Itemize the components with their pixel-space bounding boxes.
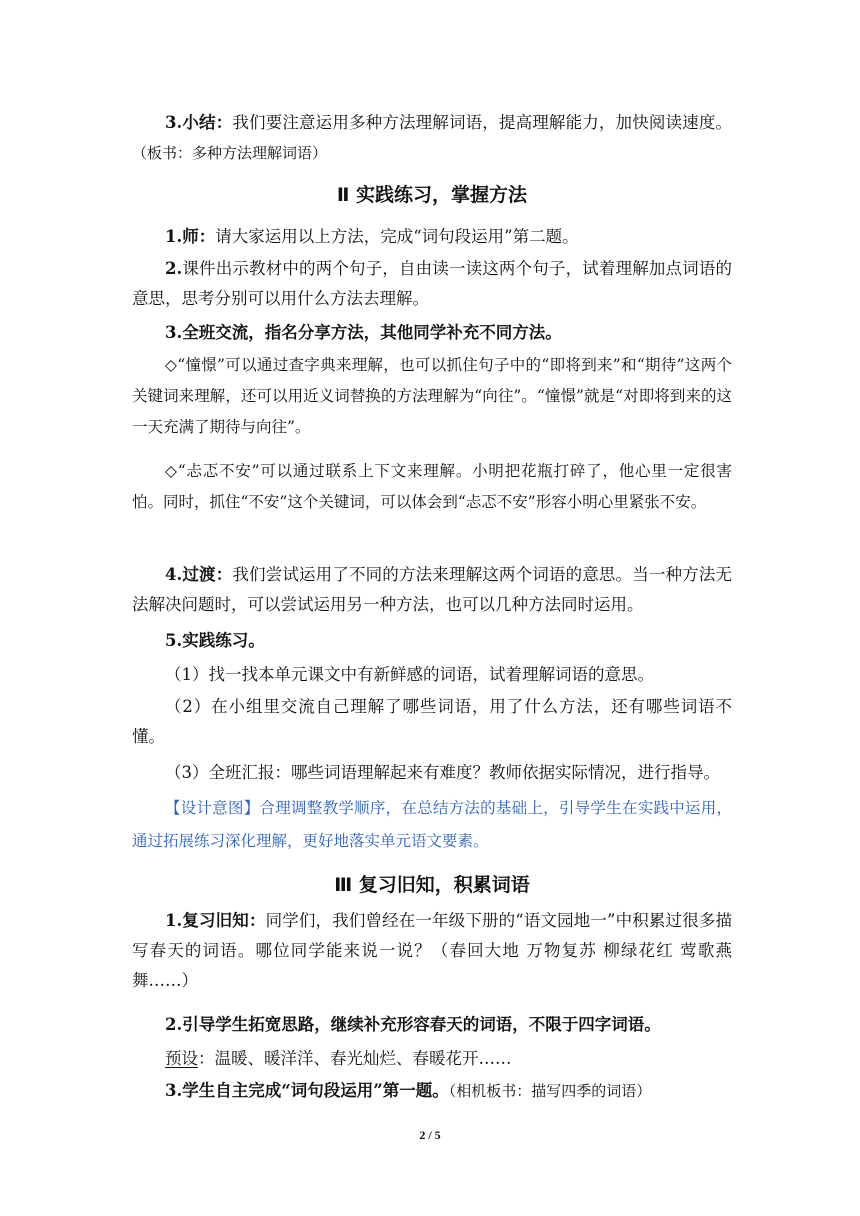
summary-heading: 3.小结： bbox=[165, 113, 233, 132]
s3-item-1-head: 1.复习旧知： bbox=[165, 911, 266, 930]
s2-item-1 bbox=[132, 222, 732, 252]
section-3-title: Ⅲ 复习旧知，积累词语 bbox=[334, 874, 530, 896]
summary-paragraph bbox=[132, 108, 732, 168]
s2-item-3-answer-a: ◇“憧憬”可以通过查字典来理解，也可以抓住句子中的“即将到来”和“期待”这两个关键词来理解，还可以用近义词替换的方法理解为“向往”。“憧憬”就是“对即将到来的这一天充满了期待与向往”。 bbox=[132, 356, 732, 436]
s2-item-4-head: 4.过渡： bbox=[165, 565, 233, 584]
summary-text: 我们要注意运用多种方法理解词语，提高理解能力，加快阅读速度。 bbox=[232, 113, 733, 132]
s3-item-3-head: 3.学生自主完成“词句段运用”第一题。 bbox=[165, 1081, 449, 1100]
s3-item-3-board-note: （相机板书：描写四季的词语） bbox=[448, 1082, 652, 1100]
s2-item-5: 5.实践练习。 bbox=[165, 631, 265, 650]
s2-item-2-head: 2. bbox=[165, 259, 183, 278]
s2-item-4 bbox=[132, 560, 732, 620]
s2-item-3: 3.全班交流，指名分享方法，其他同学补充不同方法。 bbox=[165, 323, 562, 342]
design-intent-paragraph bbox=[132, 792, 732, 858]
s3-item-3 bbox=[132, 1076, 732, 1106]
s2-item-2 bbox=[132, 254, 732, 314]
page-number: 2 / 5 bbox=[419, 1128, 441, 1142]
summary-board-note: （板书：多种方法理解词语） bbox=[132, 144, 328, 162]
s2-item-4-text: 我们尝试运用了不同的方法来理解这两个词语的意思。当一种方法无法解决问题时，可以尝试运用另一种方法，也可以几种方法同时运用。 bbox=[132, 565, 733, 614]
s2-item-3-answer-b: ◇“忐忑不安”可以通过联系上下文来理解。小明把花瓶打碎了，他心里一定很害怕。同时，抓住“不安”这个关键词，可以体会到“忐忑不安”形容小明心里紧张不安。 bbox=[132, 462, 732, 511]
s2-item-5-task-1: （1）找一找本单元课文中有新鲜感的词语，试着理解词语的意思。 bbox=[165, 665, 654, 684]
s3-item-2: 2.引导学生拓宽思路，继续补充形容春天的词语，不限于四字词语。 bbox=[165, 1015, 661, 1034]
s3-item-1 bbox=[132, 906, 732, 996]
s3-preset-label: 预设 bbox=[165, 1049, 198, 1068]
s2-item-5-task-2: （2）在小组里交流自己理解了哪些词语，用了什么方法，还有哪些词语不懂。 bbox=[132, 697, 732, 746]
design-intent-tag: 【设计意图】 bbox=[165, 799, 260, 817]
s3-preset-text: ：温暖、暖洋洋、春光灿烂、春暖花开…… bbox=[198, 1049, 512, 1068]
s3-preset bbox=[132, 1044, 732, 1074]
section-2-title: Ⅱ 实践练习，掌握方法 bbox=[336, 184, 528, 206]
design-intent-text: 合理调整教学顺序，在总结方法的基础上，引导学生在实践中运用，通过拓展练习深化理解，更好地落实单元语文要素。 bbox=[132, 799, 732, 850]
s2-item-1-head: 1.师： bbox=[165, 227, 216, 246]
s2-item-5-task-3: （3）全班汇报：哪些词语理解起来有难度？教师依据实际情况，进行指导。 bbox=[165, 763, 720, 782]
s2-item-1-text: 请大家运用以上方法，完成“词句段运用”第二题。 bbox=[215, 227, 579, 246]
s3-item-1-text: 同学们，我们曾经在一年级下册的“语文园地一”中积累过很多描写春天的词语。哪位同学能来说一说？（春回大地 万物复苏 柳绿花红 莺歌燕舞……） bbox=[132, 911, 732, 990]
s2-item-2-text: 课件出示教材中的两个句子，自由读一读这两个句子，试着理解加点词语的意思，思考分别可以用什么方法去理解。 bbox=[132, 259, 732, 308]
